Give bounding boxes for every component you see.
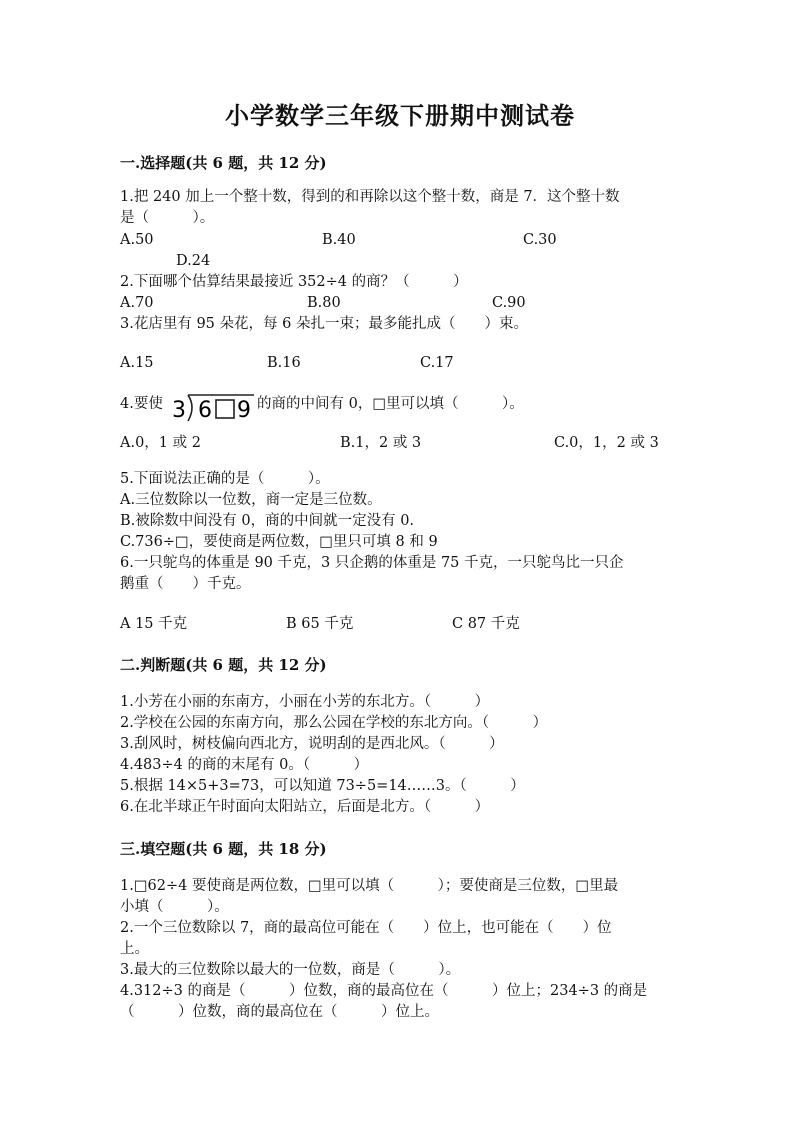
q4-text-prefix: 4.要使 [120,396,163,412]
q2-option-a: A.70 [120,295,154,311]
section-heading-judge: 二.判断题(共 6 题，共 12 分) [120,656,327,674]
q4-option-c: C.0，1，2 或 3 [554,435,659,451]
q2-option-b: B.80 [307,295,341,311]
q4-text-suffix: 的商的中间有 0，□里可以填（ ）。 [257,396,524,412]
q6-option-b: B 65 千克 [286,616,354,632]
q5-option-b: B.被除数中间没有 0，商的中间就一定没有 0. [120,513,415,529]
long-division-figure [170,387,256,427]
q1-text-cont: 是（ ）。 [120,210,215,226]
judge-item: 3.刮风时，树枝偏向西北方，说明刮的是西北风。（ ） [120,736,504,752]
fill-line: 小填（ ）。 [120,899,229,915]
q4-option-b: B.1，2 或 3 [340,435,422,451]
q1-option-c: C.30 [523,232,557,248]
q6-option-a: A 15 千克 [120,616,188,632]
q5-option-c: C.736÷□，要使商是两位数，□里只可填 8 和 9 [120,534,438,550]
q1-option-d: D.24 [176,253,211,269]
q1-option-b: B.40 [322,232,356,248]
division-bracket [188,395,192,421]
q6-option-c: C 87 千克 [452,616,520,632]
q1-text: 1.把 240 加上一个整十数，得到的和再除以这个整十数，商是 7．这个整十数 [120,189,620,205]
q3-text: 3.花店里有 95 朵花，每 6 朵扎一束；最多能扎成（ ）束。 [120,316,528,332]
judge-item: 4.483÷4 的商的末尾有 0。（ ） [120,757,369,773]
fill-line: 4.312÷3 的商是（ ）位数，商的最高位在（ ）位上；234÷3 的商是 [120,983,648,999]
division-dividend-digit-1: 6 [198,398,212,423]
judge-item: 2.学校在公园的东南方向，那么公园在学校的东北方向。（ ） [120,715,548,731]
page-title: 小学数学三年级下册期中测试卷 [225,101,575,130]
q2-text: 2.下面哪个估算结果最接近 352÷4 的商？（ ） [120,274,468,290]
fill-line: （ ）位数，商的最高位在（ ）位上。 [120,1004,439,1020]
fill-line: 上。 [120,941,149,957]
q6-text: 6.一只鸵鸟的体重是 90 千克，3 只企鹅的体重是 75 千克，一只鸵鸟比一只企 [120,555,624,571]
q4-option-a: A.0，1 或 2 [120,435,201,451]
q2-option-c: C.90 [492,295,526,311]
q3-option-b: B.16 [267,355,301,371]
q3-option-c: C.17 [420,355,454,371]
q3-option-a: A.15 [120,355,154,371]
fill-line: 1.□62÷4 要使商是两位数，□里可以填（ ）；要使商是三位数，□里最 [120,878,619,894]
division-divisor: 3 [172,398,186,423]
division-dividend-digit-3: 9 [237,398,251,423]
judge-item: 1.小芳在小丽的东南方，小丽在小芳的东北方。（ ） [120,694,490,710]
q1-option-a: A.50 [120,232,154,248]
fill-line: 2.一个三位数除以 7，商的最高位可能在（ ）位上，也可能在（ ）位 [120,920,612,936]
judge-item: 5.根据 14×5+3=73，可以知道 73÷5=14……3。（ ） [120,778,525,794]
fill-line: 3.最大的三位数除以最大的一位数，商是（ ）。 [120,962,461,978]
q6-text-cont: 鹅重（ ）千克。 [120,576,251,592]
section-heading-fill: 三.填空题(共 6 题，共 18 分) [120,840,327,858]
q5-option-a: A.三位数除以一位数，商一定是三位数。 [120,492,382,508]
judge-item: 6.在北半球正午时面向太阳站立，后面是北方。（ ） [120,799,490,815]
q5-text: 5.下面说法正确的是（ ）。 [120,471,330,487]
division-blank-box [216,400,234,418]
section-heading-choice: 一.选择题(共 6 题，共 12 分) [120,154,327,172]
